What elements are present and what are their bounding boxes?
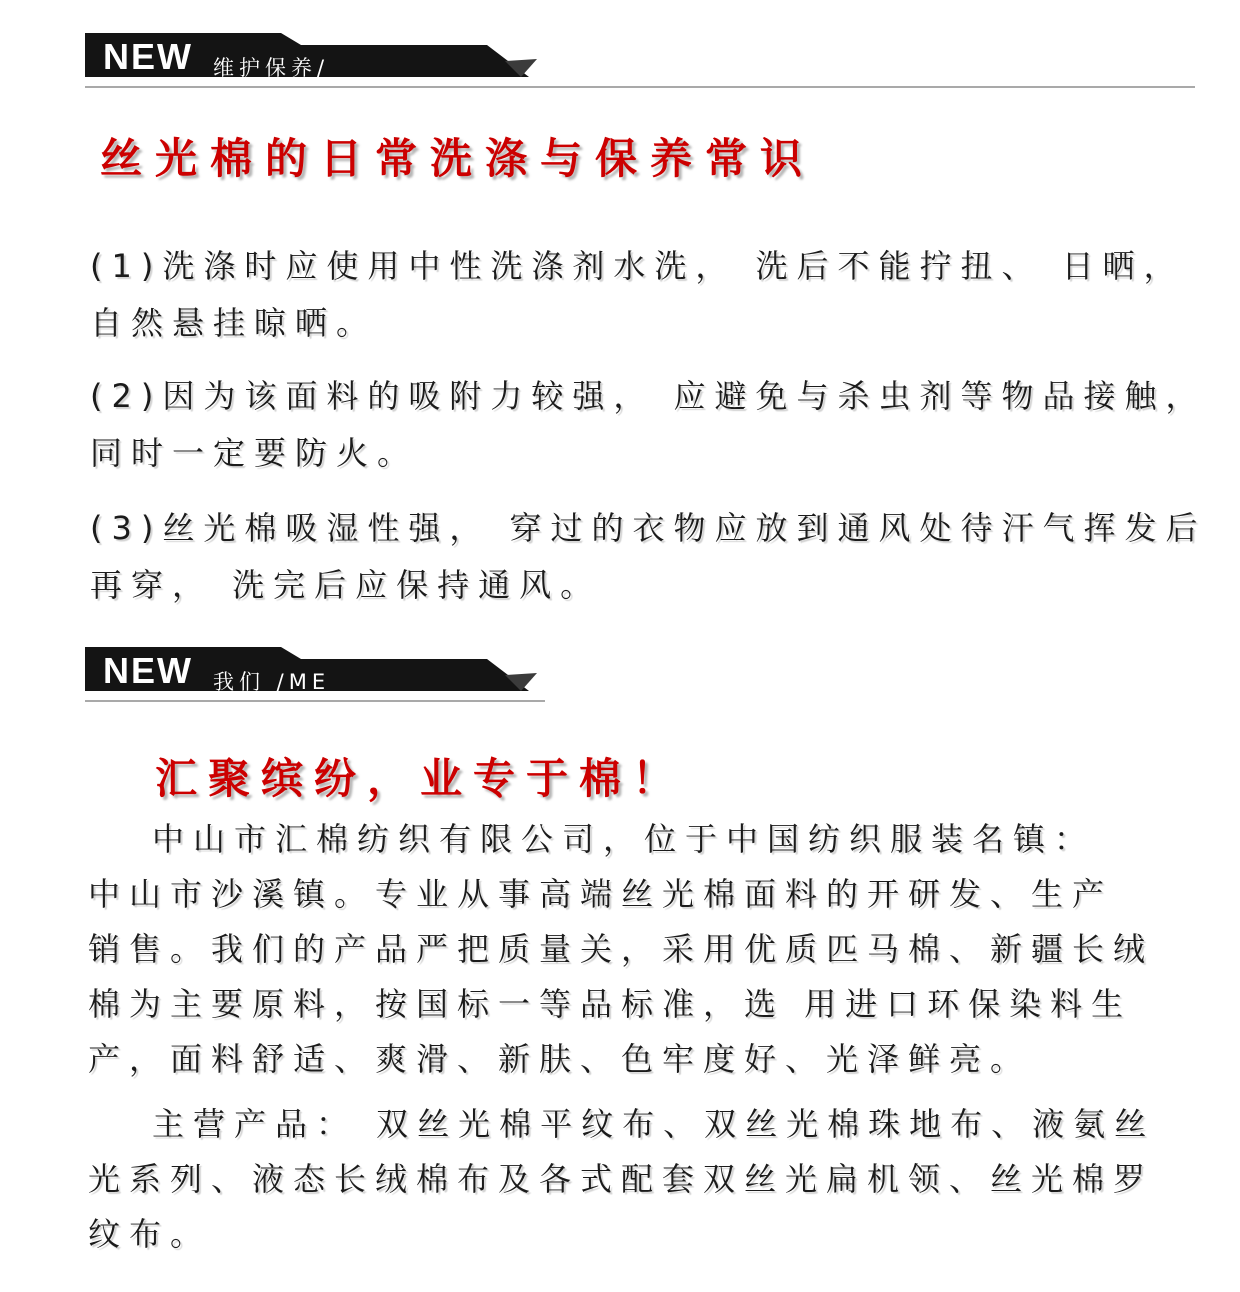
about-banner-label: 我们 /ME <box>213 670 331 694</box>
text-line: (2)因为该面料的吸附力较强， 应避免与杀虫剂等物品接触， <box>90 377 1207 415</box>
about-banner-underline <box>85 700 545 702</box>
text-line: (1)洗涤时应使用中性洗涤剂水洗， 洗后不能拧扭、 日晒， <box>90 247 1185 285</box>
care-heading: 丝光棉的日常洗涤与保养常识 <box>100 134 816 183</box>
about-heading: 汇聚缤纷，业专于棉！ <box>155 754 686 803</box>
text-line: 中山市汇棉纺织有限公司，位于中国纺织服装名镇： <box>152 820 1096 858</box>
text-line: 主营产品： 双丝光棉平纹布、双丝光棉珠地布、液氨丝 <box>152 1105 1156 1143</box>
text-line: 同时一定要防火。 <box>90 434 419 472</box>
about-intro-paragraph <box>88 812 1154 1087</box>
text-line: 自然悬挂晾晒。 <box>90 304 378 342</box>
care-banner-label: 维护保养/ <box>213 56 330 80</box>
new-badge: NEW <box>103 36 193 77</box>
text-line: 再穿， 洗完后应保持通风。 <box>90 566 602 604</box>
text-line: 光系列、液态长绒棉布及各式配套双丝光扁机领、丝光棉罗 <box>88 1160 1155 1198</box>
care-section-banner <box>85 33 560 79</box>
care-item-3 <box>90 500 1207 614</box>
about-products-paragraph <box>88 1097 1155 1262</box>
care-item-1 <box>90 238 1185 352</box>
text-line: 棉为主要原料，按国标一等品标准，选 用进口环保染料生 <box>88 985 1133 1023</box>
text-line: 产，面料舒适、爽滑、新肤、色牢度好、光泽鲜亮。 <box>88 1040 1032 1078</box>
care-banner-underline <box>85 86 1195 88</box>
new-badge: NEW <box>103 650 193 691</box>
text-line: 中山市沙溪镇。专业从事高端丝光棉面料的开研发、生产 <box>88 875 1114 913</box>
text-line: 纹布。 <box>88 1215 212 1253</box>
about-section-banner <box>85 647 560 693</box>
text-line: (3)丝光棉吸湿性强， 穿过的衣物应放到通风处待汗气挥发后 <box>90 509 1207 547</box>
care-item-2 <box>90 368 1207 482</box>
text-line: 销售。我们的产品严把质量关，采用优质匹马棉、新疆长绒 <box>88 930 1155 968</box>
